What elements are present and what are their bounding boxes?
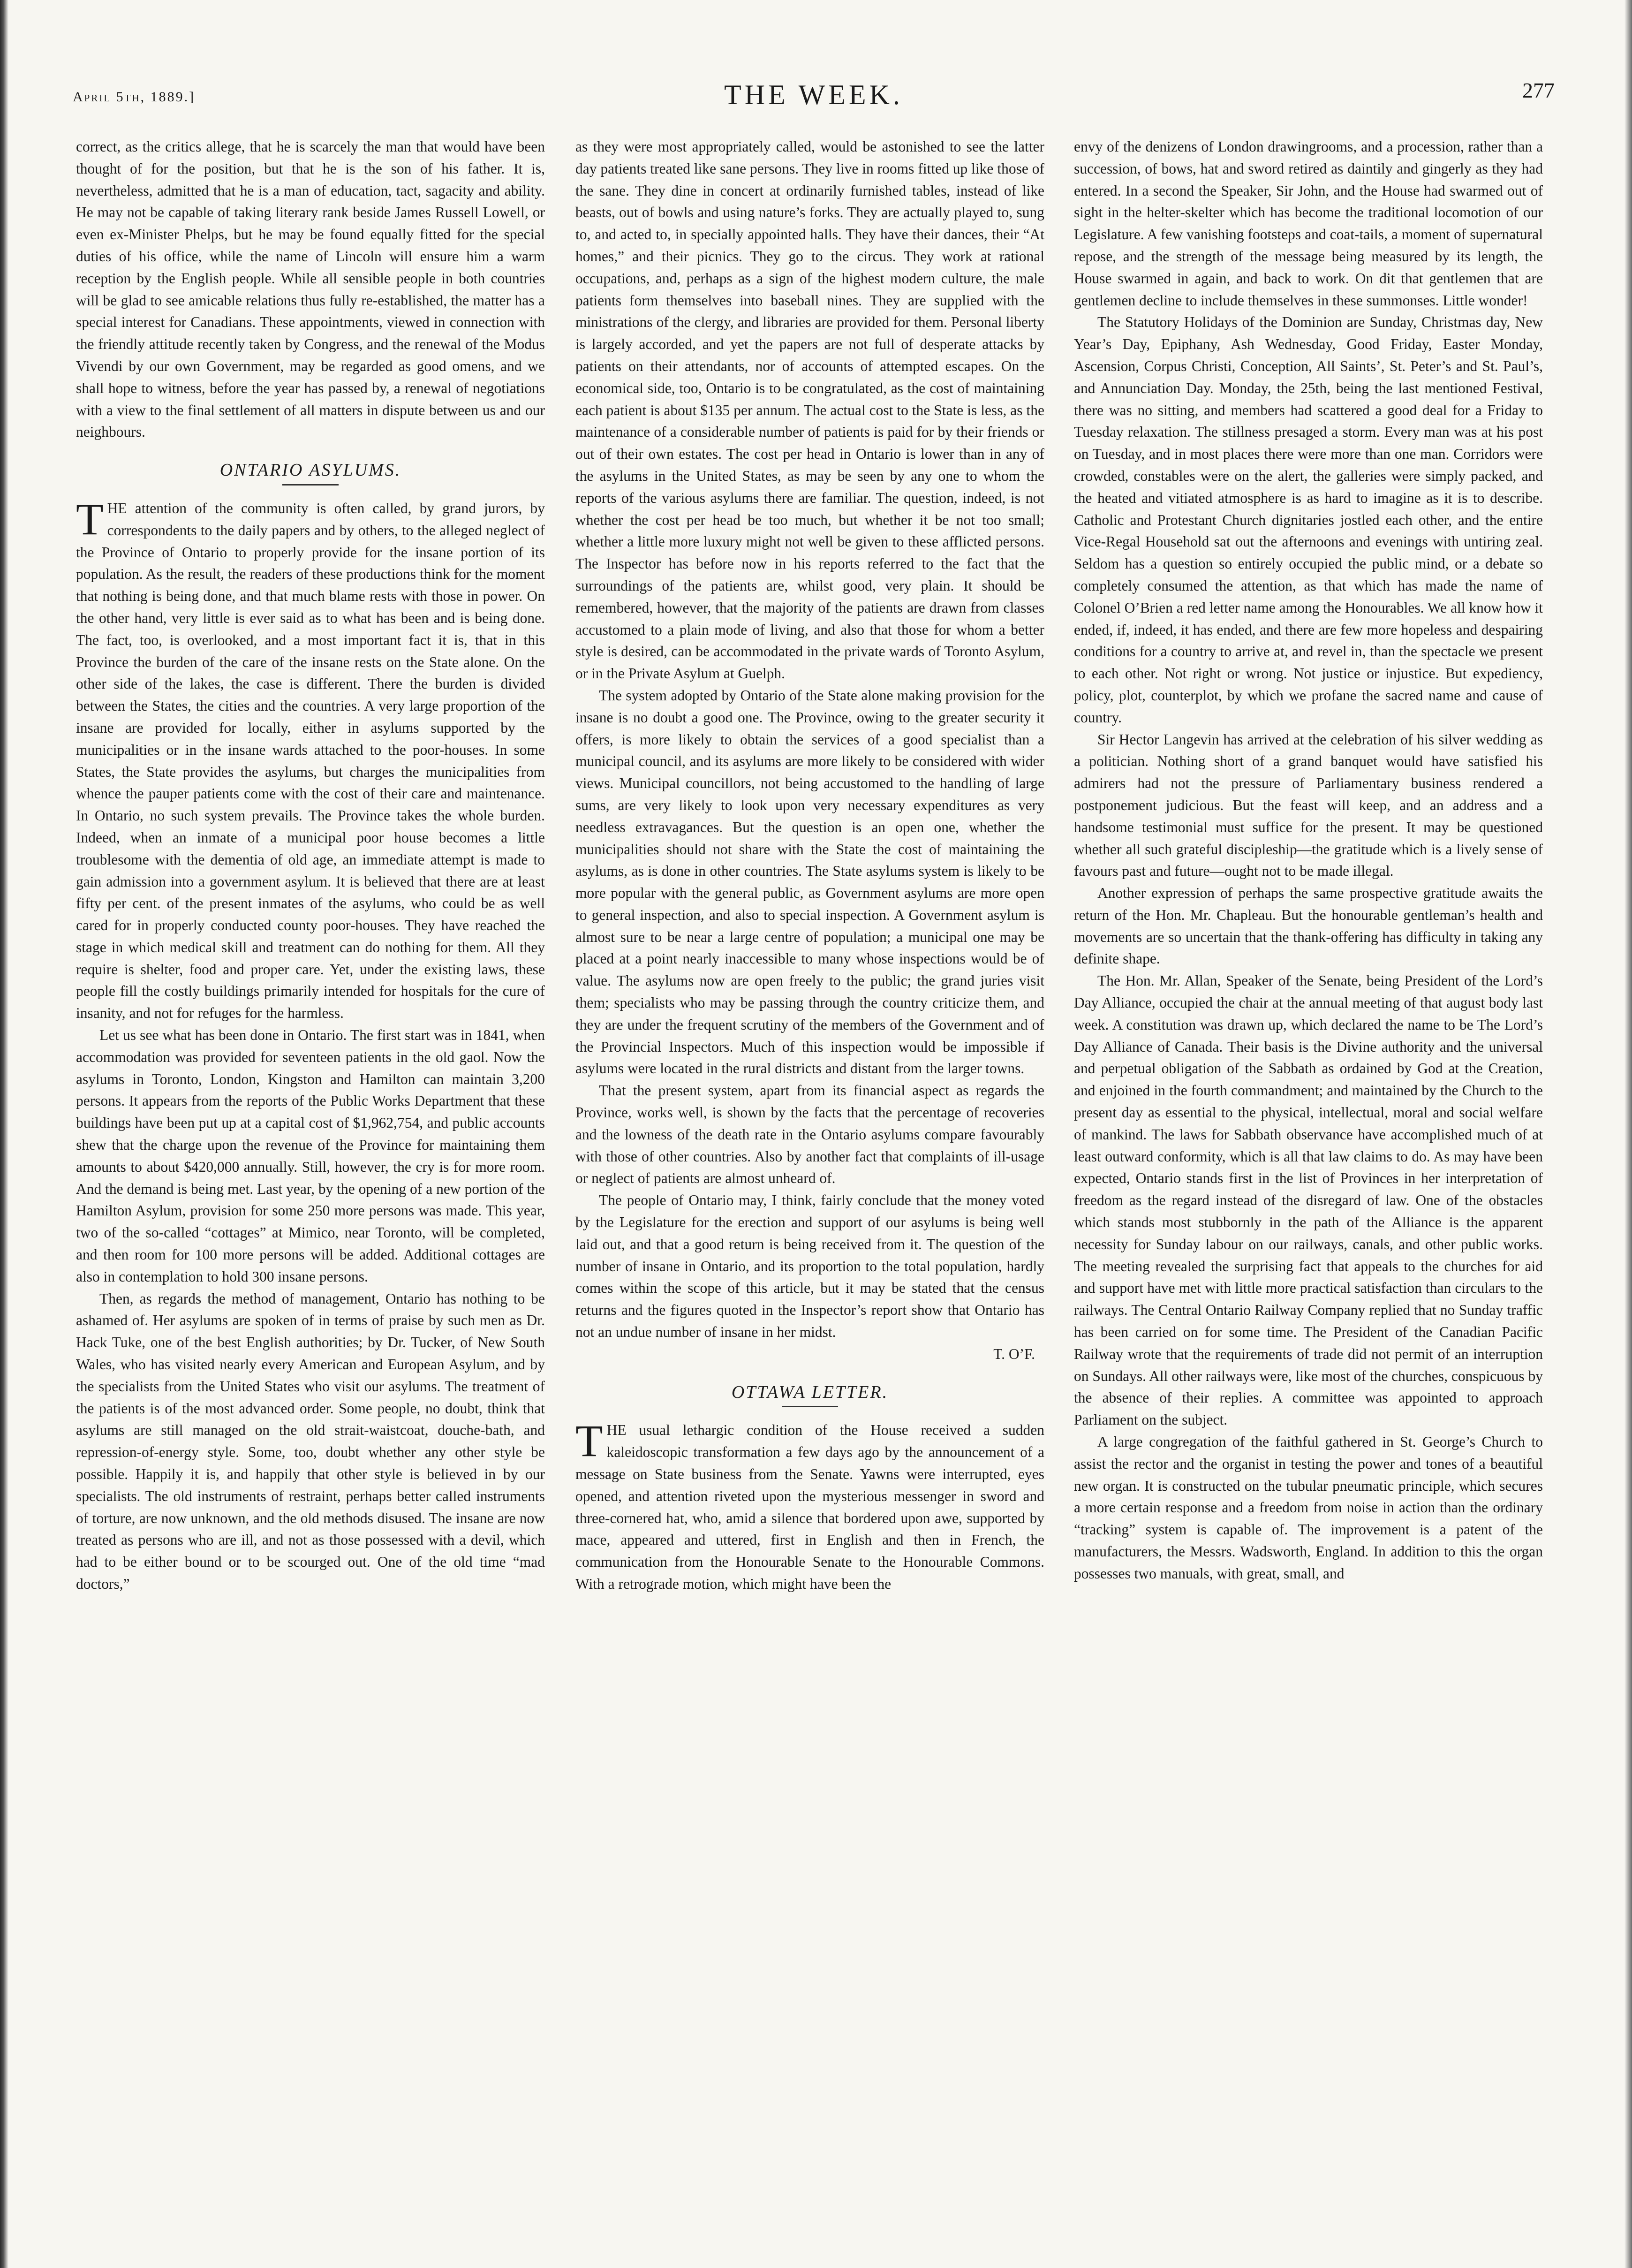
section-title-ontario-asylums: ONTARIO ASYLUMS. xyxy=(219,460,401,480)
article-paragraph: A large congregation of the faithful gathered in St. George’s Church to assist the rector and the organist in testing the power and tones of a beautiful new organ. It is constructed on the tubular pneumatic principle, which secures a more certain response and a freedom from noise in action than the ordinary “tracking” system is capable of. The improvement is a patent of the manufacturers, the Messrs. Wadsworth, England. In addition to this the organ possesses two manuals, with great, small, and xyxy=(1074,1434,1543,1582)
author-signature: T. O’F. xyxy=(993,1345,1035,1362)
page-number: 277 xyxy=(1522,78,1555,102)
article-paragraph: Then, as regards the method of management, Ontario has nothing to be ashamed of. Her asylums are spoken of in terms of praise by such men as Dr. Hack Tuke, one of the best English authorities; by Dr. Tucker, of New South Wales, who has visited nearly every American and European Asylum, and by the specialists from the United States who visit our asylums. The treatment of the patients is of the most advanced order. Some people, no doubt, think that asylums are still managed on the old strait-waistcoat, douche-bath, and repression-of-energy style. Some, too, doubt whether any other style be possible. Happily it is, and happily that other style is believed in by our specialists. The old instruments of restraint, perhaps better called instruments of torture, are now unknown, and the old methods disused. The insane are now treated as persons who are ill, and not as those possessed with a devil, which had to be either bound or to be scourged out. One of the old time “mad doctors,” xyxy=(76,1290,545,1592)
article-paragraph: Another expression of perhaps the same prospective gratitude awaits the return of the Hon. Mr. Chapleau. But the honourable gentleman’s health and movements are so uncertain that the thank-offering has difficulty in taking any definite shape. xyxy=(1074,885,1543,967)
issue-date: April 5th, 1889.] xyxy=(73,89,196,105)
paragraph-text: HE usual lethargic condition of the House received a sudden kaleidoscopic transformation a few days ago by the announcement of a message on State business from the Senate. Yawns were interrupted, eyes opened, and attention riveted upon the mysterious messenger in sword and three-cornered hat, who, amid a silence that bordered upon awe, supported by mace, appeared and uttered, first in English and then in French, the communication from the Honourable Senate to the Honourable Commons. With a retrograde motion, which might have been the xyxy=(575,1422,1044,1592)
drop-cap: T xyxy=(575,1416,603,1466)
article-paragraph: envy of the denizens of London drawingrooms, and a procession, rather than a succession, of bows, hat and sword retired as daintily and gingerly as they had entered. In a second the Speaker, Sir John, and the House had swarmed out of sight in the helter-skelter which has become the traditional locomotion of our Legislature. A few vanishing footsteps and coat-tails, a moment of supernatural repose, and the strength of the message being measured by its length, the House swarmed in again, and back to work. On dit that gentlemen that are gentlemen decline to include themselves in these summonses. Little wonder! xyxy=(1074,138,1543,309)
publication-title: THE WEEK. xyxy=(724,79,903,110)
section-title-ottawa-letter: OTTAWA LETTER. xyxy=(731,1382,889,1402)
drop-cap: T xyxy=(76,493,104,544)
page-header xyxy=(73,70,1555,113)
continued-paragraph: correct, as the critics allege, that he is scarcely the man that would have been thought of for the position, but that he is the son of his father. It is, nevertheless, admitted that he is a man of education, tact, sagacity and ability. He may not be capable of taking literary rank beside James Russell Lowell, or even ex-Minister Phelps, but he may be found equally fitted for the special duties of his office, while the name of Lincoln will ensure him a warm reception by the English people. While all sensible people in both countries will be glad to see amicable relations thus fully re-established, the matter has a special interest for Canadians. These appointments, viewed in connection with the friendly attitude recently taken by Congress, and the renewal of the Modus Vivendi by our own Government, may be regarded as good omens, and we shall hope to witness, before the year has passed by, a renewal of negotiations with a view to the final settlement of all matters in dispute between us and our neighbours. xyxy=(76,138,545,440)
right-page-edge xyxy=(1624,0,1632,2268)
article-paragraph: That the present system, apart from its financial aspect as regards the Province, works well, is shown by the facts that the percentage of recoveries and the lowness of the death rate in the Ontario asylums compare favourably with those of other countries. Also by another fact that complaints of ill-usage or neglect of patients are almost unheard of. xyxy=(575,1082,1044,1187)
article-paragraph: The system adopted by Ontario of the State alone making provision for the insane is no doubt a good one. The Province, owing to the greater security it offers, is more likely to obtain the services of a good specialist than a municipal council, and its asylums are more likely to be considered with wider views. Municipal councillors, not being accustomed to the handling of large sums, are very likely to look upon very necessary expenditures as very needless extravagances. But the question is an open one, whether the municipalities should not share with the State the cost of maintaining the asylums, as is done in other countries. The State asylums system is likely to be more popular with the general public, as Government asylums are more open to general inspection, and also to special inspection. A Government asylum is almost sure to be near a large centre of population; a municipal one may be placed at a point nearly inaccessible to many whose inspections would be of value. The asylums now are open freely to the public; the grand juries visit them; specialists who may be passing through the country criticize them, and they are under the frequent scrutiny of the members of the Government and of the Provincial Inspectors. Much of this inspection would be impossible if asylums were located in the rural districts and distant from the larger towns. xyxy=(575,687,1044,1077)
column-1 xyxy=(76,136,545,2238)
article-paragraph xyxy=(76,493,545,1024)
article-paragraph xyxy=(575,1416,1044,1595)
section-rule xyxy=(282,484,339,485)
article-paragraph: The Hon. Mr. Allan, Speaker of the Senate, being President of the Lord’s Day Alliance, occupied the chair at the annual meeting of that august body last week. A constitution was drawn up, which declared the name to be The Lord’s Day Alliance of Canada. Their basis is the Divine authority and the universal and perpetual obligation of the Sabbath as ordained by God at the Creation, and enjoined in the fourth commandment; and maintained by the Church to the present day as essential to the physical, intellectual, moral and social welfare of mankind. The laws for Sabbath observance have accomplished much of at least outward conformity, which is all that law claims to do. As may have been expected, Ontario stands first in the list of Provinces in her interpretation of freedom as the regard instead of the disregard of law. One of the obstacles which stands most stubbornly in the path of the Alliance is the apparent necessity for Sunday labour on our railways, canals, and other public works. The meeting revealed the surprising fact that appeals to the churches for aid and support have met with little more practical satisfaction than circulars to the railways. The Central Ontario Railway Company replied that no Sunday traffic has been carried on for some time. The President of the Canadian Pacific Railway wrote that the requirements of trade did not permit of an interruption on Sundays. All other railways were, like most of the churches, conspicuous by the absence of their replies. A committee was appointed to approach Parliament on the subject. xyxy=(1074,972,1543,1428)
article-paragraph: Let us see what has been done in Ontario. The first start was in 1841, when accommodation was provided for seventeen patients in the old gaol. Now the asylums in Toronto, London, Kingston and Hamilton can maintain 3,200 persons. It appears from the reports of the Public Works Department that these buildings have been put up at a capital cost of $1,962,754, and public accounts shew that the charge upon the revenue of the Province for maintaining them amounts to about $420,000 annually. Still, however, the cry is for more room. And the demand is being met. Last year, by the opening of a new portion of the Hamilton Asylum, provision for some 250 more persons was made. This year, two of the so-called “cottages” at Mimico, near Toronto, will be completed, and then room for 100 more persons will be added. Additional cottages are also in contemplation to hold 300 insane persons. xyxy=(76,1027,545,1285)
section-rule xyxy=(782,1406,838,1407)
column-2 xyxy=(575,136,1044,2238)
article-paragraph: as they were most appropriately called, would be astonished to see the latter day patients treated like sane persons. They live in rooms fitted up like those of the sane. They dine in concert at ordinarily furnished tables, instead of like beasts, out of bowls and using nature’s forks. They are actually played to, sung to, and acted to, in specially appointed halls. They have their dances, their “At homes,” and their picnics. They go to the circus. They work at rational occupations, and, perhaps as a sign of the highest modern culture, the male patients form themselves into baseball nines. They are supplied with the ministrations of the clergy, and libraries are provided for them. Personal liberty is largely accorded, and yet the papers are not full of desperate attacks by patients on their attendants, nor of accounts of attempted escapes. On the economical side, too, Ontario is to be congratulated, as the cost of maintaining each patient is about $135 per annum. The actual cost to the State is less, as the maintenance of a considerable number of patients is paid for by their friends or out of their own estates. The cost per head in Ontario is lower than in any of the asylums in the United States, as may be seen by any one to whom the reports of the various asylums there are familiar. The question, indeed, is not whether the cost per head be too much, but whether it be not too small; whether a little more luxury might not well be given to these afflicted persons. The Inspector has before now in his reports referred to the fact that the surroundings of the patients are, whilst good, very plain. It should be remembered, however, that the majority of the patients are drawn from classes accustomed to a plain mode of living, and also that those for whom a better style is desired, can be accommodated in the private wards of Toronto Asylum, or in the Private Asylum at Guelph. xyxy=(575,138,1044,682)
paragraph-text: HE attention of the community is often called, by grand jurors, by correspondents to the daily papers and by others, to the alleged neglect of the Province of Ontario to properly provide for the insane portion of its population. As the result, the readers of these productions think for the moment that nothing is being done, and that much blame rests with those in power. On the other hand, very little is ever said as to what has been and is being done. The fact, too, is overlooked, and a most important fact it is, that in this Province the burden of the care of the insane rests on the State alone. On the other side of the lakes, the case is different. There the burden is divided between the States, the cities and the countries. A very large proportion of the insane are provided for locally, either in asylums supported by the municipalities or in the insane wards attached to the poor-houses. In some States, the State provides the asylums, but charges the municipalities from whence the pauper patients come with the cost of their care and maintenance. In Ontario, no such system prevails. The Province takes the whole burden. Indeed, when an inmate of a municipal poor house becomes a little troublesome with the dementia of old age, an immediate attempt is made to gain admission into a government asylum. It is believed that there are at least fifty per cent. of the present inmates of the asylums, who could be as well cared for in properly conducted county poor-houses. They have reached the stage in which medical skill and treatment can do nothing for them. All they require is shelter, food and proper care. Yet, under the existing laws, these people fill the costly buildings primarily intended for hospitals for the cure of insanity, and not for refuges for the harmless. xyxy=(76,500,545,1022)
article-paragraph: Sir Hector Langevin has arrived at the celebration of his silver wedding as a politician. Nothing short of a grand banquet would have satisfied his admirers had not the pressure of Parliamentary business rendered a postponement judicious. But the feast will keep, and an address and a handsome testimonial must suffice for the present. It may be questioned whether all such grateful discipleship—the gratitude which is a lively sense of favours past and future—ought not to be made illegal. xyxy=(1074,731,1543,880)
left-page-edge xyxy=(0,0,8,2268)
article-paragraph: The people of Ontario may, I think, fairly conclude that the money voted by the Legislature for the erection and support of our asylums is being well laid out, and that a good return is being received from it. The question of the number of insane in Ontario, and its proportion to the total population, hardly comes within the scope of this article, but it may be stated that the census returns and the figures quoted in the Inspector’s report show that Ontario has not an undue number of insane in her midst. xyxy=(575,1192,1044,1341)
column-3 xyxy=(1074,136,1543,2238)
article-paragraph: The Statutory Holidays of the Dominion are Sunday, Christmas day, New Year’s Day, Epiphany, Ash Wednesday, Good Friday, Easter Monday, Ascension, Corpus Christi, Conception, All Saints’, St. Peter’s and St. Paul’s, and Annunciation Day. Monday, the 25th, being the last mentioned Festival, there was no sitting, and members had scattered a good deal for a Friday to Tuesday relaxation. The stillness presaged a storm. Every man was at his post on Tuesday, and in most places there were more than one man. Corridors were crowded, constables were on the alert, the galleries were simply packed, and the heated and vitiated atmosphere is as hard to imagine as it is to describe. Catholic and Protestant Church dignitaries jostled each other, and the entire Vice-Regal Household sat out the afternoons and evenings with untiring zeal. Seldom has a question so entirely occupied the public mind, or a debate so completely consumed the attention, as that which has made the name of Colonel O’Brien a red letter name among the Honourables. We all know how it ended, if, indeed, it has ended, and there are few more hopeless and despairing conditions for a country to arrive at, and revel in, than the spectacle we present to each other. Not right or wrong. Not justice or injustice. But expediency, policy, plot, counterplot, by which we profane the sacred name and cause of country. xyxy=(1074,314,1543,726)
